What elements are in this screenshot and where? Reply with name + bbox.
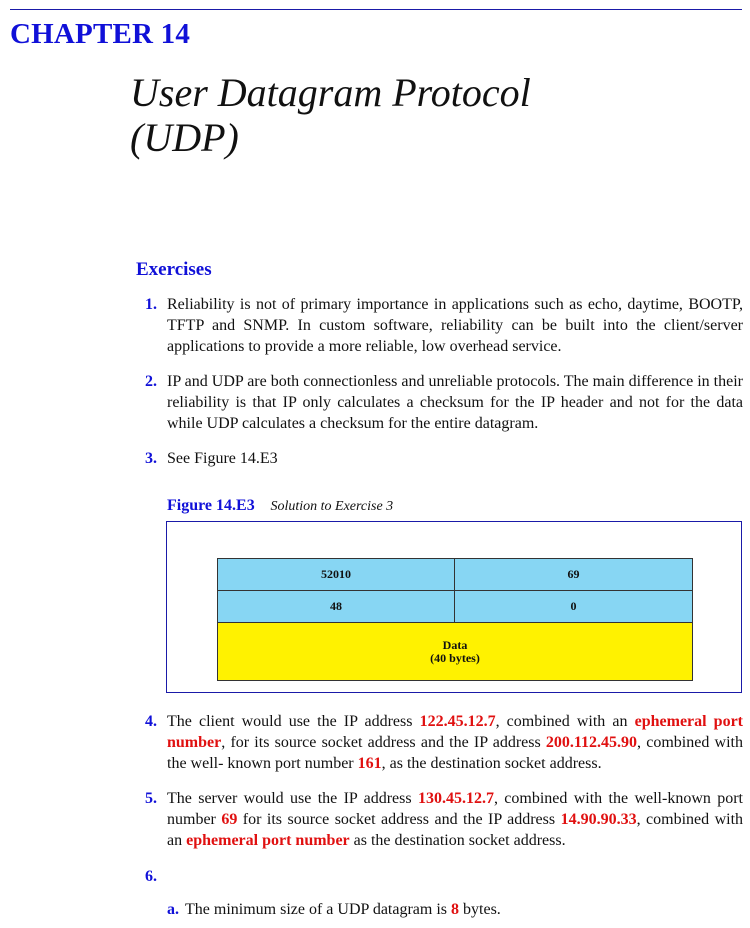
- text-run: , combined with an: [167, 811, 744, 849]
- exercise-1: [145, 294, 743, 357]
- top-rule: [10, 9, 742, 10]
- destination-port-cell: 69: [454, 558, 693, 591]
- exercise-number: 5.: [145, 790, 157, 807]
- data-label: Data: [442, 637, 468, 652]
- exercise-text: [167, 711, 743, 774]
- data-cell: [217, 622, 693, 681]
- text-run: , combined with the well- known port number: [167, 734, 743, 772]
- figure-number: Figure 14.E3: [167, 497, 255, 514]
- text-run: bytes.: [459, 901, 501, 918]
- text-run: The minimum size of a UDP datagram is: [185, 901, 452, 918]
- exercise-number: 1.: [145, 296, 157, 313]
- exercise-number: 3.: [145, 450, 157, 467]
- exercise-2: [145, 371, 743, 434]
- figure-caption: [167, 497, 393, 515]
- exercise-4: [145, 711, 743, 774]
- figure-title: Solution to Exercise 3: [270, 499, 394, 514]
- well-known-port: 161: [357, 755, 382, 772]
- min-datagram-size: 8: [451, 901, 460, 918]
- exercise-number: 6.: [145, 868, 157, 885]
- exercise-text: Reliability is not of primary importance in applications such as echo, daytime, BOOTP, TFTP and SNMP. In custom software, reliability can be built into the client/server applications to provide a more reliable, low overhead service.: [167, 296, 743, 355]
- exercise-text: [167, 788, 743, 851]
- server-ip-address: 200.112.45.90: [545, 734, 638, 751]
- text-run: , for its source socket address and the IP address: [221, 734, 546, 751]
- exercise-number: 2.: [145, 373, 157, 390]
- text-run: as the destination socket address.: [349, 832, 566, 849]
- text-run: , as the destination socket address.: [381, 755, 602, 772]
- source-port-cell: 52010: [217, 558, 455, 591]
- chapter-title: [130, 70, 531, 160]
- data-size: (40 bytes): [430, 650, 480, 665]
- exercise-3: [145, 448, 743, 469]
- client-ip-address: 122.45.12.7: [419, 713, 496, 730]
- text-run: , combined with an: [495, 713, 635, 730]
- exercise-number: 4.: [145, 713, 157, 730]
- section-heading: Exercises: [136, 259, 212, 280]
- exercise-text: IP and UDP are both connectionless and unreliable protocols. The main difference in their reliability is that IP only calculates a checksum for the IP header and not for the data while UDP calculates a checksum for the entire datagram.: [167, 373, 743, 432]
- total-length-cell: 48: [217, 590, 455, 623]
- chapter-title-line2: (UDP): [130, 115, 239, 160]
- exercise-5: [145, 788, 743, 851]
- exercise-text: See Figure 14.E3: [167, 450, 278, 467]
- exercise-6a: [167, 901, 501, 919]
- chapter-title-line1: User Datagram Protocol: [130, 70, 531, 115]
- sub-item-label: a.: [167, 901, 179, 918]
- ephemeral-port-term: ephemeral port number: [167, 713, 744, 751]
- udp-header-figure: [166, 521, 742, 693]
- ephemeral-port-term: ephemeral port number: [186, 832, 350, 849]
- chapter-label: CHAPTER 14: [10, 18, 191, 50]
- server-ip-address: 130.45.12.7: [417, 790, 494, 807]
- checksum-cell: 0: [454, 590, 693, 623]
- text-run: for its source socket address and the IP address: [237, 811, 561, 828]
- well-known-port: 69: [221, 811, 238, 828]
- text-run: The client would use the IP address: [167, 713, 420, 730]
- text-run: The server would use the IP address: [167, 790, 418, 807]
- text-run: , combined with the well-known port number: [167, 790, 743, 828]
- client-ip-address: 14.90.90.33: [560, 811, 637, 828]
